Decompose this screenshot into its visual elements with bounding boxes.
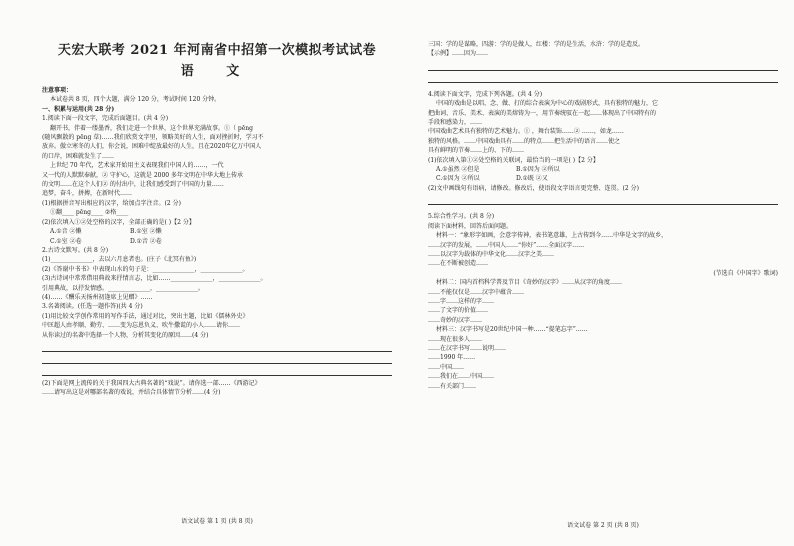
material-line: 材料三：汉字书写是20世纪中国一种……“提笔忘字”…… [436,326,588,334]
passage-line: (随风飘散的 pēng 草)……我们欣赏文字里，领略美好的人生，面对挫折时，学习不 [42,134,264,142]
recitation-line: (1)______________，去以六月息者也。(庄子《北冥有鱼》) [42,256,197,264]
material-line: ……1990 年…… [428,354,476,362]
page-footer: 语文试卷 第 1 页 (共 8 页) [181,517,253,525]
subject-title: 语 文 [180,64,254,79]
passage-line: 上世纪 70 年代，艺术家开始用主义表现我们中国人的……，一代 [50,162,224,170]
material-line: ……我们在……中国…… [428,373,495,381]
material-line: ……在不断被创造…… [428,260,489,268]
question-3-line: 从你读过的名著中选择一个人物，分析其变化的原因……(4 分) [42,331,209,339]
passage-line: 具有鲜明的节奏……上的、下的…… [428,147,525,155]
answer-line[interactable] [42,355,392,364]
options-row [428,165,778,174]
notes-heading: 注意事项： [42,87,73,94]
passage-line: 中国戏曲艺术具有独特的艺术魅力。① ，舞台装饰……② ……，如龙…… [428,128,624,136]
material-line: 材料一：“象形字如画，会意字传神，表书笔意雄，上古传到今……中华是文字的故乡， [436,232,668,240]
passage-line: 翻开书，伴着一缕墨香，我们走进一个世界，这个世界充满故事。①（ pēng [50,124,254,132]
material-line: ……中国…… [428,363,465,371]
answer-line[interactable] [428,62,778,71]
recitation-line: (2)《答谢中书书》中表现山水的句子是：______________，______________。 [42,265,249,273]
material-line: ……以汉字为载体的中华文化……汉字之美…… [428,250,555,258]
passage-line: 的口岸，困难就发生了…… [42,152,115,160]
section-heading: 一、积累与运用(共 28 分) [42,105,115,113]
passage-line: 手段和感染力，…… [428,119,483,127]
notes-text: 本试卷共 8 页，四个大题，满分 120 分，考试时间 120 分钟。 [50,96,221,104]
passage-line: 追梦，奋斗，拼搏，在新时代…… [42,190,133,198]
passage-line: 的文明……在这个人们② 的付出中，让我们感受到了中国的力量…… [42,181,224,189]
option-d: D.①音 ②卷 [130,237,162,245]
recitation-line: (3)古诗词中常常借用典故来抒情言志，比如……______________，______________。 [42,275,267,283]
question-3-line: 中匡超人由孝顺、勤劳、……变为忘恩负义、吹牛撒谎的小人……请你…… [42,322,241,330]
question-3-2-line: (2)下面是网上流传的关于我国四大古典名著的“戏说”。请你选一部……《西游记》 [42,379,261,387]
question-3-line: (1)用比较文学创作常用的写作手法，通过对比，突出主题，比如《儒林外史》 [42,312,249,320]
material-line: ……有关部门…… [428,382,477,390]
question-4-1: (1)依次填入第①②处空格的关联词，最恰当的一项是( )【2 分】 [428,156,599,164]
recitation-line: 引用典故，以抒发情感。______________，______________。 [42,284,205,292]
passage-line: 把曲词、音乐、美术、表演的美熔铸为一，用节奏统驭在一起……体现出了中国特有的 [428,109,657,117]
option-a: A.①虽然 ②但是 [436,166,480,174]
question-1-1: (1)根据拼音写出相应的汉字，给加点字注音。(2 分) [42,199,181,207]
question-1: 1.阅读下面一段文字，完成后面题目。(共 4 分) [42,115,169,123]
option-c: C.①室 ②卷 [50,237,82,245]
material-line: 材料二：国内首档科学普及节目《奇妙的汉字》……从汉字的角度…… [436,279,623,287]
question-2: 2.古诗文默写。(共 8 分) [42,246,109,254]
options-row [42,237,392,246]
continued-line: 【示例】……因为…… [428,50,489,58]
material-line: ……现在很多人…… [428,335,483,343]
question-3: 3.名著阅读。(任选一题作答)(共 4 分) [42,303,143,311]
recitation-line: (4)……《酬乐天扬州初逢席上见赠》…… [42,293,153,301]
material-source: (节选自《中国字》歌词) [713,269,778,277]
option-b: B.①因为 ②所以 [516,166,560,174]
answer-line[interactable] [42,367,392,376]
passage-line: 独特的风格。……中国戏曲具有……的特点……把生活中的语言……使之 [428,137,621,145]
question-4: 4.阅读下面文字，完成下列各题。(共 4 分) [428,90,543,98]
options-row [428,174,778,183]
question-1-2: (2)依次填入①②处空格的汉字，全部正确的是( )【2 分】 [42,218,195,226]
page-one [42,36,392,526]
answer-line[interactable] [428,196,778,205]
passage-line: 又一代的人默默奉献，② 守护心，这就是 2000 多年文明在中华大地上传承 [42,171,243,179]
question-1-1-blanks: ①翻____ pēng____ ②格____ [50,209,129,217]
page-two [428,40,778,530]
question-5-intro: 阅读下面材料，回答后面问题。 [428,222,513,230]
option-c: C.①因为 ②所以 [436,175,480,183]
option-a: A.①音 ②懒 [50,228,82,236]
options-row [42,227,392,236]
passage-line: 放弃。傲立寒冬的人们，你会说，困难中绽放最好的人生，且在2020年亿万中国人 [42,143,262,151]
material-line: ……了文字的价值…… [428,307,489,315]
answer-line[interactable] [42,343,392,352]
continued-line: 三国：学的是谋略，四游：学的是做人，红楼：学的是生活，水浒：学的是造反。 [428,41,645,48]
option-d: D.①既 ②又 [516,175,548,183]
page-footer: 语文试卷 第 2 页 (共 8 页) [567,521,639,529]
question-3-2-line: ……请写出这是对哪部名著的戏说，并结合具体情节分析……(4 分) [42,389,221,397]
question-5: 5.综合性学习。(共 8 分) [428,213,495,221]
answer-line[interactable] [428,74,778,83]
question-4-2: (2)文中画线句有语病，请修改。修改后，使语段文字语言更完整、连贯。(2 分) [428,184,639,192]
material-line: ……字……这样的字…… [428,297,495,305]
material-line: ……汉字的发展，……中国人……“你好”……全面汉字…… [428,241,585,249]
material-line: ……奇妙的汉字…… [428,316,483,324]
material-line: ……在汉字书写……说明…… [428,344,507,352]
option-b: B.①室 ②懒 [130,228,162,236]
material-line: ……不能仅仅是……汉字中蕴含…… [428,288,525,296]
exam-title: 天宏大联考 2021 年河南省中招第一次模拟考试试卷 [57,43,377,58]
passage-line: 中国的戏曲是以唱、念、做、打的综合表演为中心的戏剧形式，具有独特的魅力，它 [436,100,659,108]
